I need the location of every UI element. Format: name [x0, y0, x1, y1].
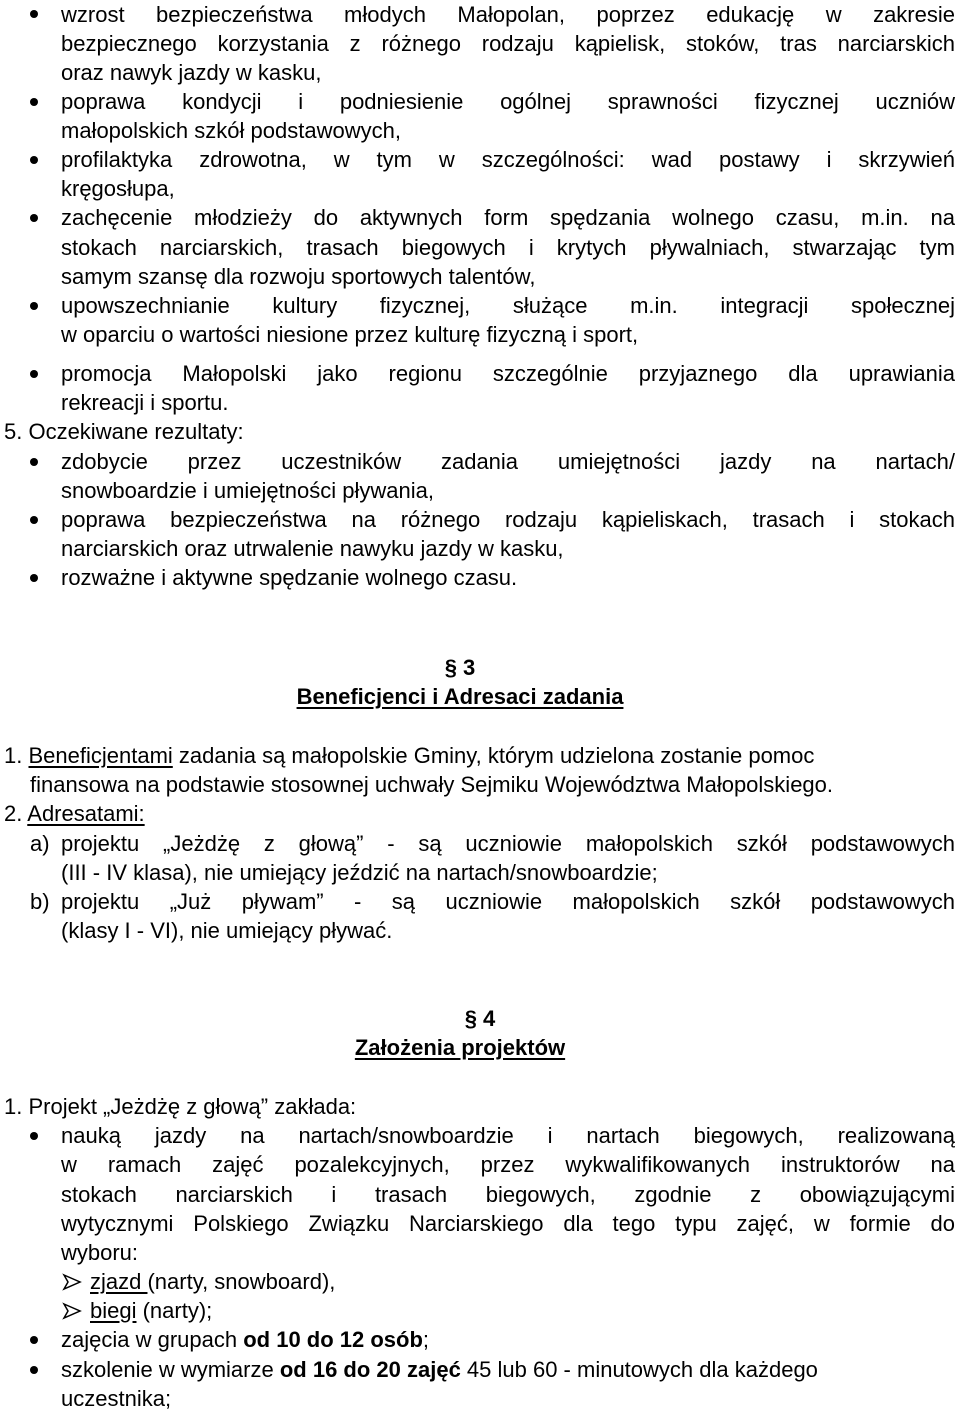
bullet-icon	[30, 370, 38, 378]
section-4-bullet-1-line-3: stokach narciarskich i trasach biegowych, zgodnie z obowiązującymi	[61, 1182, 955, 1207]
item-b-line-1: projektu „Już pływam” - są uczniowie małopolskich szkół podstawowych	[61, 889, 955, 914]
section-3-number: § 3	[444, 655, 476, 680]
item-a-line-2: (III - IV klasa), nie umiejący jeździć na nartach/snowboardzie;	[61, 860, 658, 885]
addressees-label: Adresatami:	[27, 801, 145, 826]
intro-bullet-1-line-1: wzrost bezpieczeństwa młodych Małopolan, poprzez edukację w zakresie	[61, 2, 955, 27]
bullet-icon	[30, 574, 38, 582]
intro-bullet-4-line-1: zachęcenie młodzieży do aktywnych form spędzania wolnego czasu, m.in. na	[61, 205, 955, 230]
section-4-bullet-2	[61, 1325, 429, 1354]
results-bullet-2-line-2: narciarskich oraz utrwalenie nawyku jazdy w kasku,	[61, 536, 564, 561]
item-a-label: a)	[30, 831, 50, 856]
intro-bullet-6-line-1: promocja Małopolski jako regionu szczególnie przyjaznego dla uprawiania	[61, 361, 955, 386]
paragraph-number: 2.	[4, 801, 23, 826]
intro-bullet-4-line-2: stokach narciarskich, trasach biegowych i krytych pływalniach, stwarzając tym	[61, 235, 955, 260]
section-3-paragraph-2	[4, 799, 145, 828]
intro-bullet-5-line-1: upowszechnianie kultury fizycznej, służące m.in. integracji społecznej	[61, 293, 955, 318]
option-downhill-text: (narty, snowboard),	[147, 1269, 336, 1294]
item-a-line-1: projektu „Jeżdżę z głową” - są uczniowie małopolskich szkół podstawowych	[61, 831, 955, 856]
group-size-text: zajęcia w grupach	[61, 1327, 244, 1352]
option-cross-country	[90, 1296, 212, 1325]
section-4-paragraph-1: 1. Projekt „Jeżdżę z głową” zakłada:	[4, 1094, 357, 1119]
intro-bullet-1-line-3: oraz nawyk jazdy w kasku,	[61, 60, 322, 85]
bullet-icon	[30, 1336, 38, 1344]
section-4-bullet-1-line-2: w ramach zajęć pozalekcyjnych, przez wykwalifikowanych instruktorów na	[61, 1152, 955, 1177]
bullet-icon	[30, 1132, 38, 1140]
paragraph-number: 1.	[4, 743, 23, 768]
intro-bullet-3-line-2: kręgosłupa,	[61, 176, 175, 201]
section-4-title: Założenia projektów	[354, 1035, 566, 1060]
bullet-icon	[30, 156, 38, 164]
bullet-icon	[30, 98, 38, 106]
training-value: od 16 do 20 zajęć	[279, 1357, 461, 1382]
intro-bullet-5-line-2: w oparciu o wartości niesione przez kulturę fizyczną i sport,	[61, 322, 639, 347]
bullet-icon	[30, 1366, 38, 1374]
bullet-icon	[30, 214, 38, 222]
bullet-icon	[30, 516, 38, 524]
arrow-bullet-icon	[62, 1272, 82, 1292]
section-4-bullet-1-line-5: wyboru:	[61, 1240, 139, 1265]
option-cross-country-text: (narty);	[136, 1298, 213, 1323]
section-3-paragraph-1-line-2: finansowa na podstawie stosownej uchwały Sejmiku Województwa Małopolskiego.	[30, 772, 834, 797]
results-bullet-1-line-1: zdobycie przez uczestników zadania umiejętności jazdy na nartach/	[61, 449, 955, 474]
section-3-title: Beneficjenci i Adresaci zadania	[296, 684, 624, 709]
section-4-bullet-3	[61, 1355, 818, 1384]
arrow-bullet-icon	[62, 1301, 82, 1321]
option-downhill-label: zjazd	[90, 1269, 148, 1294]
section-3-paragraph-1	[4, 741, 814, 770]
intro-bullet-2-line-2: małopolskich szkół podstawowych,	[61, 118, 401, 143]
results-heading: 5. Oczekiwane rezultaty:	[4, 419, 244, 444]
bullet-icon	[30, 302, 38, 310]
results-bullet-2-line-1: poprawa bezpieczeństwa na różnego rodzaju kąpieliskach, trasach i stokach	[61, 507, 955, 532]
intro-bullet-6-line-2: rekreacji i sportu.	[61, 390, 229, 415]
section-4-bullet-3-line-2: uczestnika;	[61, 1386, 172, 1411]
item-b-line-2: (klasy I - VI), nie umiejący pływać.	[61, 918, 393, 943]
option-downhill	[90, 1267, 335, 1296]
training-text: szkolenie w wymiarze	[61, 1357, 280, 1382]
results-bullet-3: rozważne i aktywne spędzanie wolnego czasu.	[61, 565, 518, 590]
training-rest: 45 lub 60 - minutowych dla każdego	[460, 1357, 818, 1382]
item-b-label: b)	[30, 889, 50, 914]
beneficiaries-label: Beneficjentami	[28, 743, 173, 768]
section-4-bullet-1-line-4: wytycznymi Polskiego Związku Narciarskiego dla tego typu zajęć, w formie do	[61, 1211, 955, 1236]
group-size-end: ;	[422, 1327, 430, 1352]
section-4-bullet-1-line-1: nauką jazdy na nartach/snowboardzie i nartach biegowych, realizowaną	[61, 1123, 955, 1148]
intro-bullet-4-line-3: samym szansę dla rozwoju sportowych talentów,	[61, 264, 536, 289]
intro-bullet-3-line-1: profilaktyka zdrowotna, w tym w szczególności: wad postawy i skrzywień	[61, 147, 955, 172]
bullet-icon	[30, 10, 38, 18]
section-4-number: § 4	[464, 1006, 496, 1031]
option-cross-country-label: biegi	[90, 1298, 137, 1323]
intro-bullet-2-line-1: poprawa kondycji i podniesienie ogólnej sprawności fizycznej uczniów	[61, 89, 955, 114]
bullet-icon	[30, 458, 38, 466]
intro-bullet-1-line-2: bezpiecznego korzystania z różnego rodzaju kąpielisk, stoków, tras narciarskich	[61, 31, 955, 56]
beneficiaries-text: zadania są małopolskie Gminy, którym udzielona zostanie pomoc	[172, 743, 815, 768]
group-size-value: od 10 do 12 osób	[243, 1327, 423, 1352]
results-bullet-1-line-2: snowboardzie i umiejętności pływania,	[61, 478, 434, 503]
